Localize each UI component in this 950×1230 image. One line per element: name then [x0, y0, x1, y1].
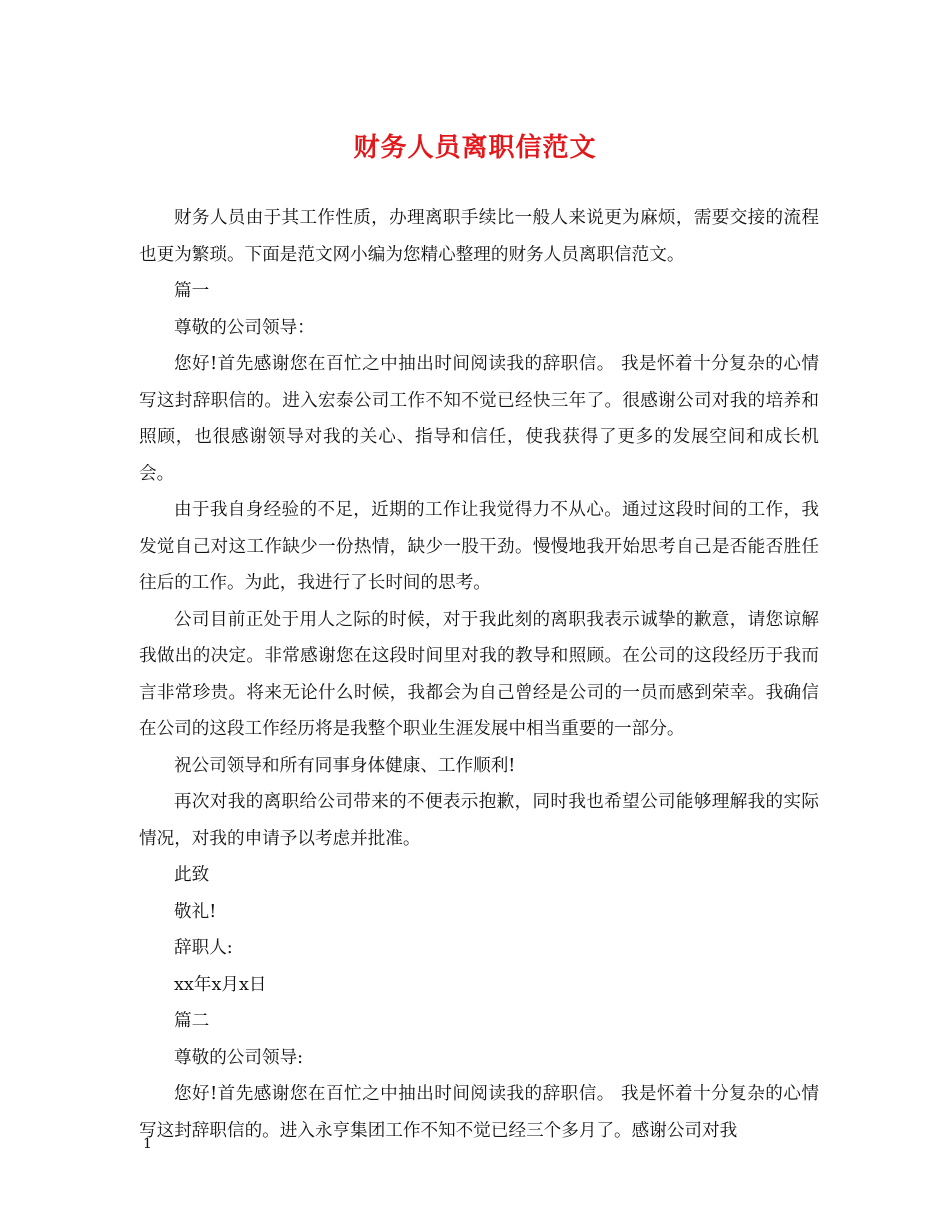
date-line: xx年x月x日: [174, 974, 267, 995]
salutation-1: 尊敬的公司领导：: [174, 317, 315, 338]
body-paragraph: 由于我自身经验的不足，近期的工作让我觉得力不从心。通过这段时间的工作，我发觉自己对这工作缺少一份热情，缺少一股干劲。慢慢地我开始思考自己是否能否胜任往后的工作。为此，我进行了长时间的思考。: [139, 500, 819, 593]
wishes-line: 祝公司领导和所有同事身体健康、工作顺利!: [174, 755, 516, 776]
document-body: [139, 200, 819, 1149]
body-paragraph: 您好!首先感谢您在百忙之中抽出时间阅读我的辞职信。 我是怀着十分复杂的心情写这封辞职信的。进入宏泰公司工作不知不觉已经快三年了。很感谢公司对我的培养和照顾，也很感谢领导对我的关心、指导和信任，使我获得了更多的发展空间和成长机会。: [139, 354, 819, 484]
page-number: 1: [143, 1136, 152, 1152]
body-paragraph: 公司目前正处于用人之际的时候，对于我此刻的离职我表示诚挚的歉意，请您谅解我做出的决定。非常感谢您在这段时间里对我的教导和照顾。在公司的这段经历于我而言非常珍贵。将来无论什么时候，我都会为自己曾经是公司的一员而感到荣幸。我确信在公司的这段工作经历将是我整个职业生涯发展中相当重要的一部分。: [139, 609, 819, 739]
body-paragraph: 您好!首先感谢您在百忙之中抽出时间阅读我的辞职信。 我是怀着十分复杂的心情写这封辞职信的。进入永亨集团工作不知不觉已经三个多月了。感谢公司对我: [139, 1084, 819, 1141]
closing-line: 此致: [174, 865, 210, 885]
section-heading-2: 篇二: [174, 1011, 210, 1031]
closing-salute: 敬礼!: [174, 901, 217, 922]
body-paragraph: 再次对我的离职给公司带来的不便表示抱歉，同时我也希望公司能够理解我的实际情况，对我的申请予以考虑并批准。: [139, 792, 819, 849]
section-heading-1: 篇一: [174, 281, 210, 301]
signature-label: 辞职人:: [174, 938, 233, 958]
document-title: 财务人员离职信范文: [353, 133, 597, 163]
intro-paragraph: 财务人员由于其工作性质，办理离职手续比一般人来说更为麻烦，需要交接的流程也更为繁琐。下面是范文网小编为您精心整理的财务人员离职信范文。: [139, 208, 819, 265]
salutation-2: 尊敬的公司领导:: [174, 1047, 304, 1068]
